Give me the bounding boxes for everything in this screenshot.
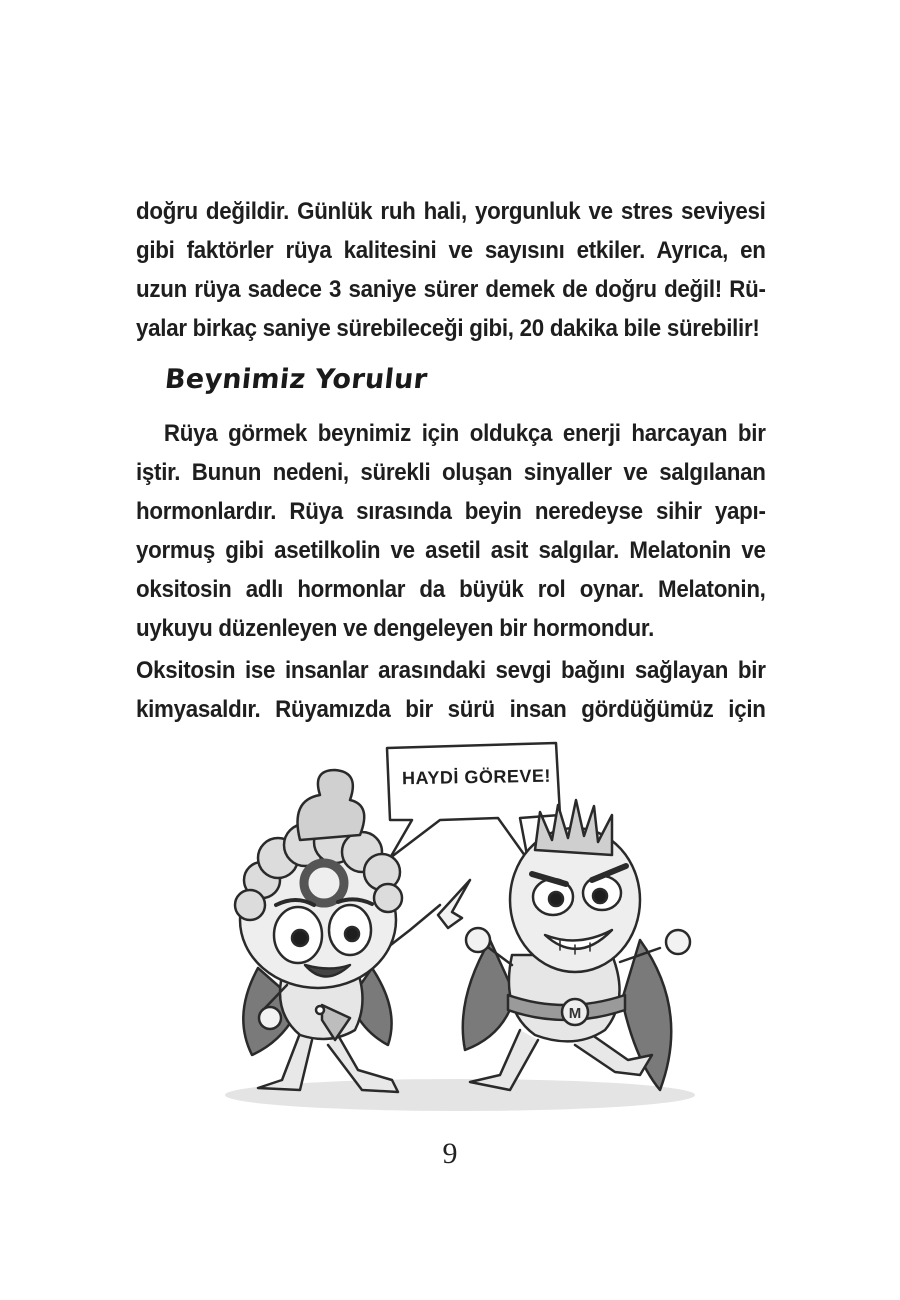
text-line: uzun rüya sadece 3 saniye sürer demek de doğru değil! Rü- <box>136 276 766 303</box>
paragraph-1 <box>136 192 766 348</box>
belt-emblem-letter: M <box>568 1005 582 1022</box>
text-line: Rüya görmek beynimiz için oldukça enerji harcayan bir <box>163 420 766 447</box>
text-line: kimyasaldır. Rüyamızda bir sürü insan gördüğümüz için <box>136 696 766 723</box>
paragraph-2 <box>136 414 766 648</box>
paragraph-3 <box>136 651 766 729</box>
mohawk-superhero-character <box>463 800 690 1090</box>
page-number: 9 <box>442 1137 458 1170</box>
text-line: Oksitosin ise insanlar arasındaki sevgi bağını sağlayan bir <box>136 657 766 684</box>
text-line: gibi faktörler rüya kalitesini ve sayısını etkiler. Ayrıca, en <box>136 237 766 264</box>
section-heading: Beynimiz Yorulur <box>163 364 429 395</box>
text-line: yormuş gibi asetilkolin ve asetil asit salgılar. Melatonin ve <box>136 537 766 564</box>
text-line: hormonlardır. Rüya sırasında beyin neredeyse sihir yapı- <box>136 498 766 525</box>
cartoon-illustration <box>205 740 715 1125</box>
text-line: yalar birkaç saniye sürebileceği gibi, 20 dakika bile sürebilir! <box>136 315 760 342</box>
text-line: oksitosin adlı hormonlar da büyük rol oynar. Melatonin, <box>136 576 766 603</box>
text-line: uykuyu düzenleyen ve dengeleyen bir hormondur. <box>136 615 655 642</box>
text-line: iştir. Bunun nedeni, sürekli oluşan sinyaller ve salgılanan <box>136 459 766 486</box>
speech-bubble-text: HAYDİ GÖREVE! <box>401 765 552 789</box>
text-line: doğru değildir. Günlük ruh hali, yorgunluk ve stres seviyesi <box>136 198 766 225</box>
